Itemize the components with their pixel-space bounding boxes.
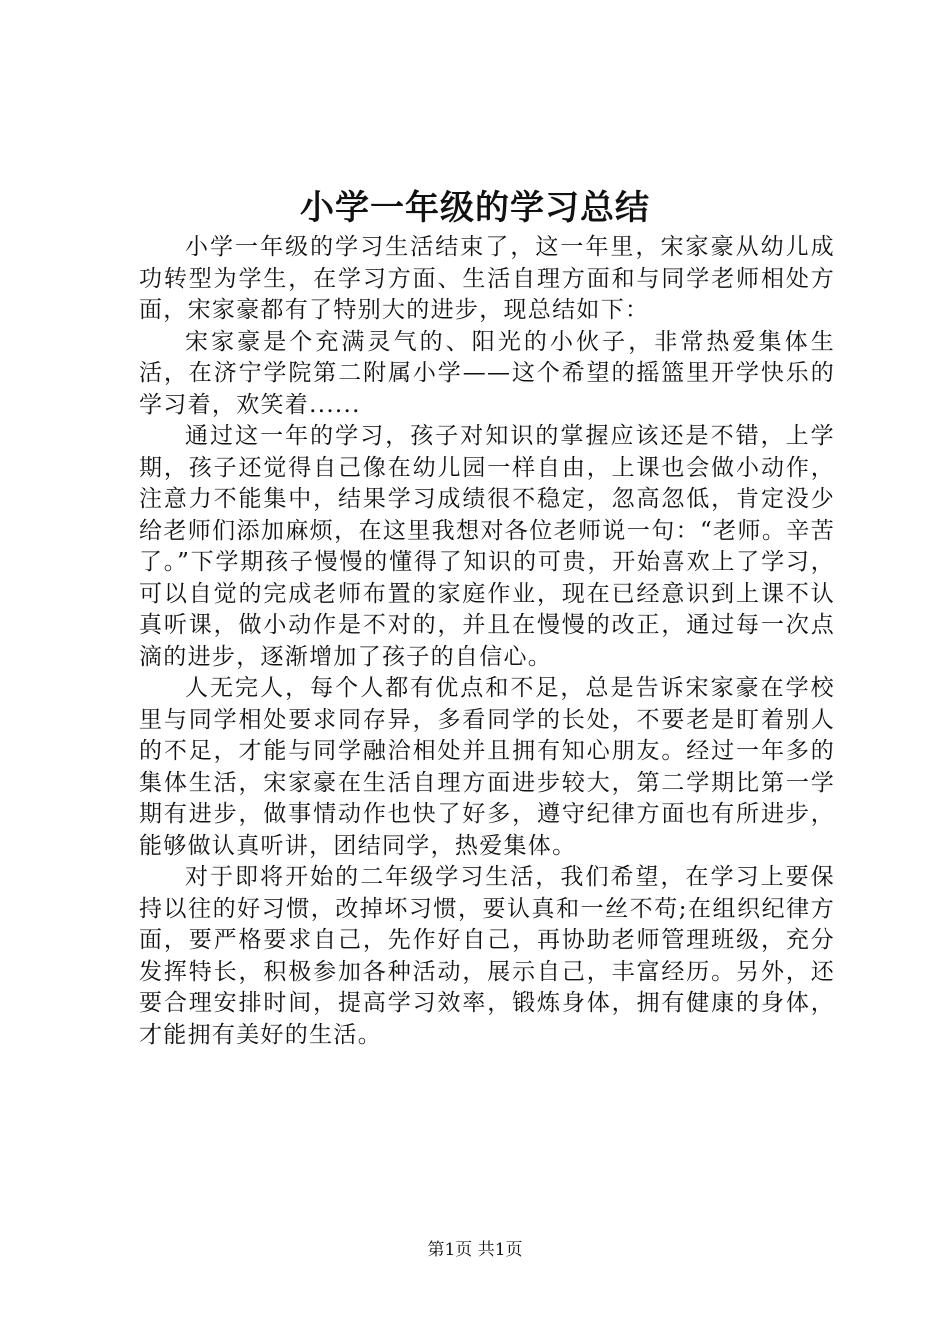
paragraph-character: 宋家豪是个充满灵气的、阳光的小伙子，非常热爱集体生活，在济宁学院第二附属小学——这个希望的摇篮里开学快乐的学习着，欢笑着...... [139,328,835,418]
paragraph-expectations: 对于即将开始的二年级学习生活，我们希望，在学习上要保持以往的好习惯，改掉坏习惯，要认真和一丝不苟;在组织纪律方面，要严格要求自己，先作好自己，再协助老师管理班级，充分发挥特长，积极参加各种活动，展示自己，丰富经历。另外，还要合理安排时间，提高学习效率，锻炼身体，拥有健康的身体，才能拥有美好的生活。 [139,864,835,1048]
paragraph-intro: 小学一年级的学习生活结束了，这一年里，宋家豪从幼儿成功转型为学生，在学习方面、生活自理方面和与同学老师相处方面，宋家豪都有了特别大的进步，现总结如下： [139,234,835,323]
paragraph-study-progress: 通过这一年的学习，孩子对知识的掌握应该还是不错，上学期，孩子还觉得自己像在幼儿园一样自由，上课也会做小动作，注意力不能集中，结果学习成绩很不稳定，忽高忽低，肯定没少给老师们添加麻烦，在这里我想对各位老师说一句：“老师。辛苦了。”下学期孩子慢慢的懂得了知识的可贵，开始喜欢上了学习，可以自觉的完成老师布置的家庭作业，现在已经意识到上课不认真听课，做小动作是不对的，并且在慢慢的改正，通过每一次点滴的进步，逐渐增加了孩子的自信心。 [139,423,835,670]
document-body [139,232,835,1051]
paragraph-social-life: 人无完人，每个人都有优点和不足，总是告诉宋家豪在学校里与同学相处要求同存异，多看同学的长处，不要老是盯着别人的不足，才能与同学融洽相处并且拥有知心朋友。经过一年多的集体生活，宋家豪在生活自理方面进步较大，第二学期比第一学期有进步，做事情动作也快了好多，遵守纪律方面也有所进步，能够做认真听讲，团结同学，热爱集体。 [139,675,835,859]
page-number-footer: 第1页 共1页 [427,1240,523,1260]
document-title: 小学一年级的学习总结 [300,188,650,228]
